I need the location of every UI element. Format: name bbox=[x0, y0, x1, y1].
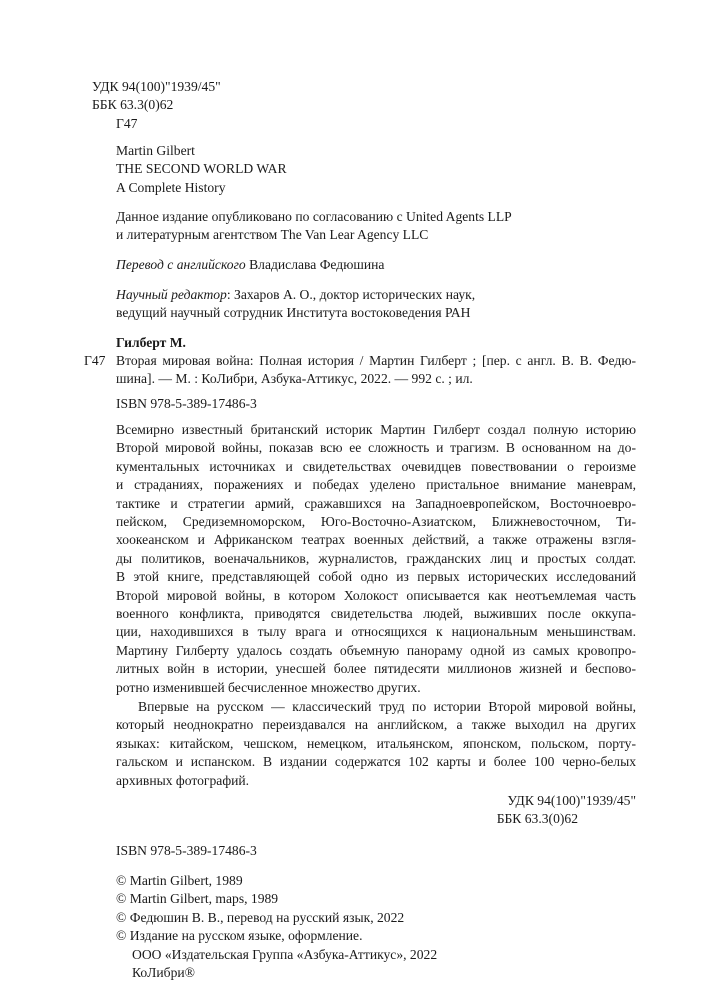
editor-position: ведущий научный сотрудник Института востоковедения РАН bbox=[116, 305, 471, 321]
agreement-line: Данное издание опубликовано по согласованию с United Agents LLP bbox=[116, 209, 512, 224]
editor-credit bbox=[116, 286, 636, 323]
abstract-line: ды политиков, военачальников, журналистов, гражданских лиц и простых солдат. bbox=[116, 550, 636, 566]
bbk-code-bottom: ББК 63.3(0)62 bbox=[496, 811, 578, 827]
copyright-line: © Федюшин В. В., перевод на русский язык, 2022 bbox=[116, 909, 405, 925]
bbk-code: ББК 63.3(0)62 bbox=[92, 97, 174, 113]
copyright-line: © Издание на русском языке, оформление. bbox=[116, 928, 363, 944]
original-author: Martin Gilbert bbox=[116, 143, 195, 158]
abstract-line: ротно изменившей бесчисленное множество других. bbox=[116, 679, 421, 695]
isbn: ISBN 978-5-389-17486-3 bbox=[116, 396, 257, 411]
abstract-line: и страданиях, поражениях и победах уделено пристальное внимание маневрам, bbox=[116, 477, 636, 493]
abstract-line: ции, находившихся в тылу врага и относящихся к национальным меньшинствам. bbox=[116, 624, 636, 640]
abstract-line: кументальных источниках и свидетельствах очевидцев повествовании о героизме bbox=[116, 458, 636, 474]
bottom-codes bbox=[116, 792, 636, 829]
annotation-paragraph-1 bbox=[116, 421, 636, 697]
abstract-line: хоокеанском и Африканском театрах военных действий, а также отражены взгля- bbox=[116, 532, 636, 548]
abstract-line: архивных фотографий. bbox=[116, 772, 250, 788]
isbn: ISBN 978-5-389-17486-3 bbox=[116, 843, 257, 858]
abstract-line: военного конфликта, приводятся свидетельства людей, выживших после оккупа- bbox=[116, 606, 636, 622]
abstract-line: Впервые на русском — классический труд по истории Второй мировой войны, bbox=[138, 699, 636, 714]
bib-line: Вторая мировая война: Полная история / Мартин Гилберт ; [пер. с англ. В. В. Федю- bbox=[116, 353, 636, 368]
agreement-block bbox=[116, 208, 636, 245]
top-codes bbox=[92, 78, 612, 133]
editor-label: Научный редактор bbox=[116, 287, 227, 302]
translation-credit bbox=[116, 256, 636, 274]
agreement-line: и литературным агентством The Van Lear Agency LLC bbox=[116, 227, 429, 243]
abstract-line: гальском и испанском. В издании содержатся 102 карты и более 100 черно-белых bbox=[116, 754, 636, 770]
annotation-paragraph-2 bbox=[116, 698, 636, 790]
author-mark: Г47 bbox=[116, 115, 138, 131]
abstract-line: В этой книге, представляющей собой одно из первых исторических исследований bbox=[116, 569, 636, 585]
bibliographic-description bbox=[116, 352, 636, 389]
author-heading: Гилберт М. bbox=[116, 335, 186, 350]
abstract-line: тактике и стратегии армий, сражавшихся на Западноевропейском, Восточноевро- bbox=[116, 495, 636, 511]
abstract-line: Всемирно известный британский историк Мартин Гилберт создал полную историю bbox=[116, 422, 636, 437]
copyright-line: ООО «Издательская Группа «Азбука-Аттикус», 2022 bbox=[132, 946, 438, 962]
abstract-line: Мартину Гилберту удалось создать объемную панораму одной из самых кровопро- bbox=[116, 642, 636, 658]
original-subtitle: A Complete History bbox=[116, 179, 226, 195]
original-title: THE SECOND WORLD WAR bbox=[116, 161, 287, 177]
copyright-block bbox=[116, 872, 636, 982]
abstract-line: литных войн в истории, унесшей более пятидесяти миллионов жизней и беспово- bbox=[116, 661, 636, 677]
copyright-line: КоЛибри® bbox=[132, 965, 195, 981]
editor-details: : Захаров А. О., доктор исторических наук, bbox=[226, 287, 476, 302]
abstract-line: Второй мировой войны, показав всю ее сложность и трагизм. В основанном на до- bbox=[116, 440, 636, 456]
abstract-line: языках: китайском, чешском, немецком, итальянском, японском, польском, порту- bbox=[116, 735, 636, 751]
translator-name: Владислава Федюшина bbox=[249, 257, 385, 272]
bib-line: шина]. — М. : КоЛибри, Азбука-Аттикус, 2022. — 992 с. ; ил. bbox=[116, 371, 473, 387]
copyright-line: © Martin Gilbert, 1989 bbox=[116, 873, 243, 888]
bibliographic-record bbox=[116, 334, 636, 352]
original-title-block bbox=[116, 142, 636, 197]
translation-label: Перевод с английского bbox=[116, 257, 246, 272]
isbn-top bbox=[116, 395, 636, 413]
udk-code: УДК 94(100)"1939/45" bbox=[92, 79, 221, 94]
copyright-line: © Martin Gilbert, maps, 1989 bbox=[116, 891, 279, 907]
udk-code-bottom: УДК 94(100)"1939/45" bbox=[507, 793, 636, 808]
abstract-line: Второй мировой войны, в котором Холокост описывается как неотъемлемая часть bbox=[116, 587, 636, 603]
abstract-line: пейском, Средиземноморском, Юго-Восточно-Азиатском, Ближневосточном, Ти- bbox=[116, 514, 636, 530]
abstract-line: который неоднократно переиздавался на английском, а также выходил на других bbox=[116, 717, 636, 733]
author-mark-code: Г47 bbox=[84, 353, 106, 368]
isbn-bottom bbox=[116, 842, 636, 860]
